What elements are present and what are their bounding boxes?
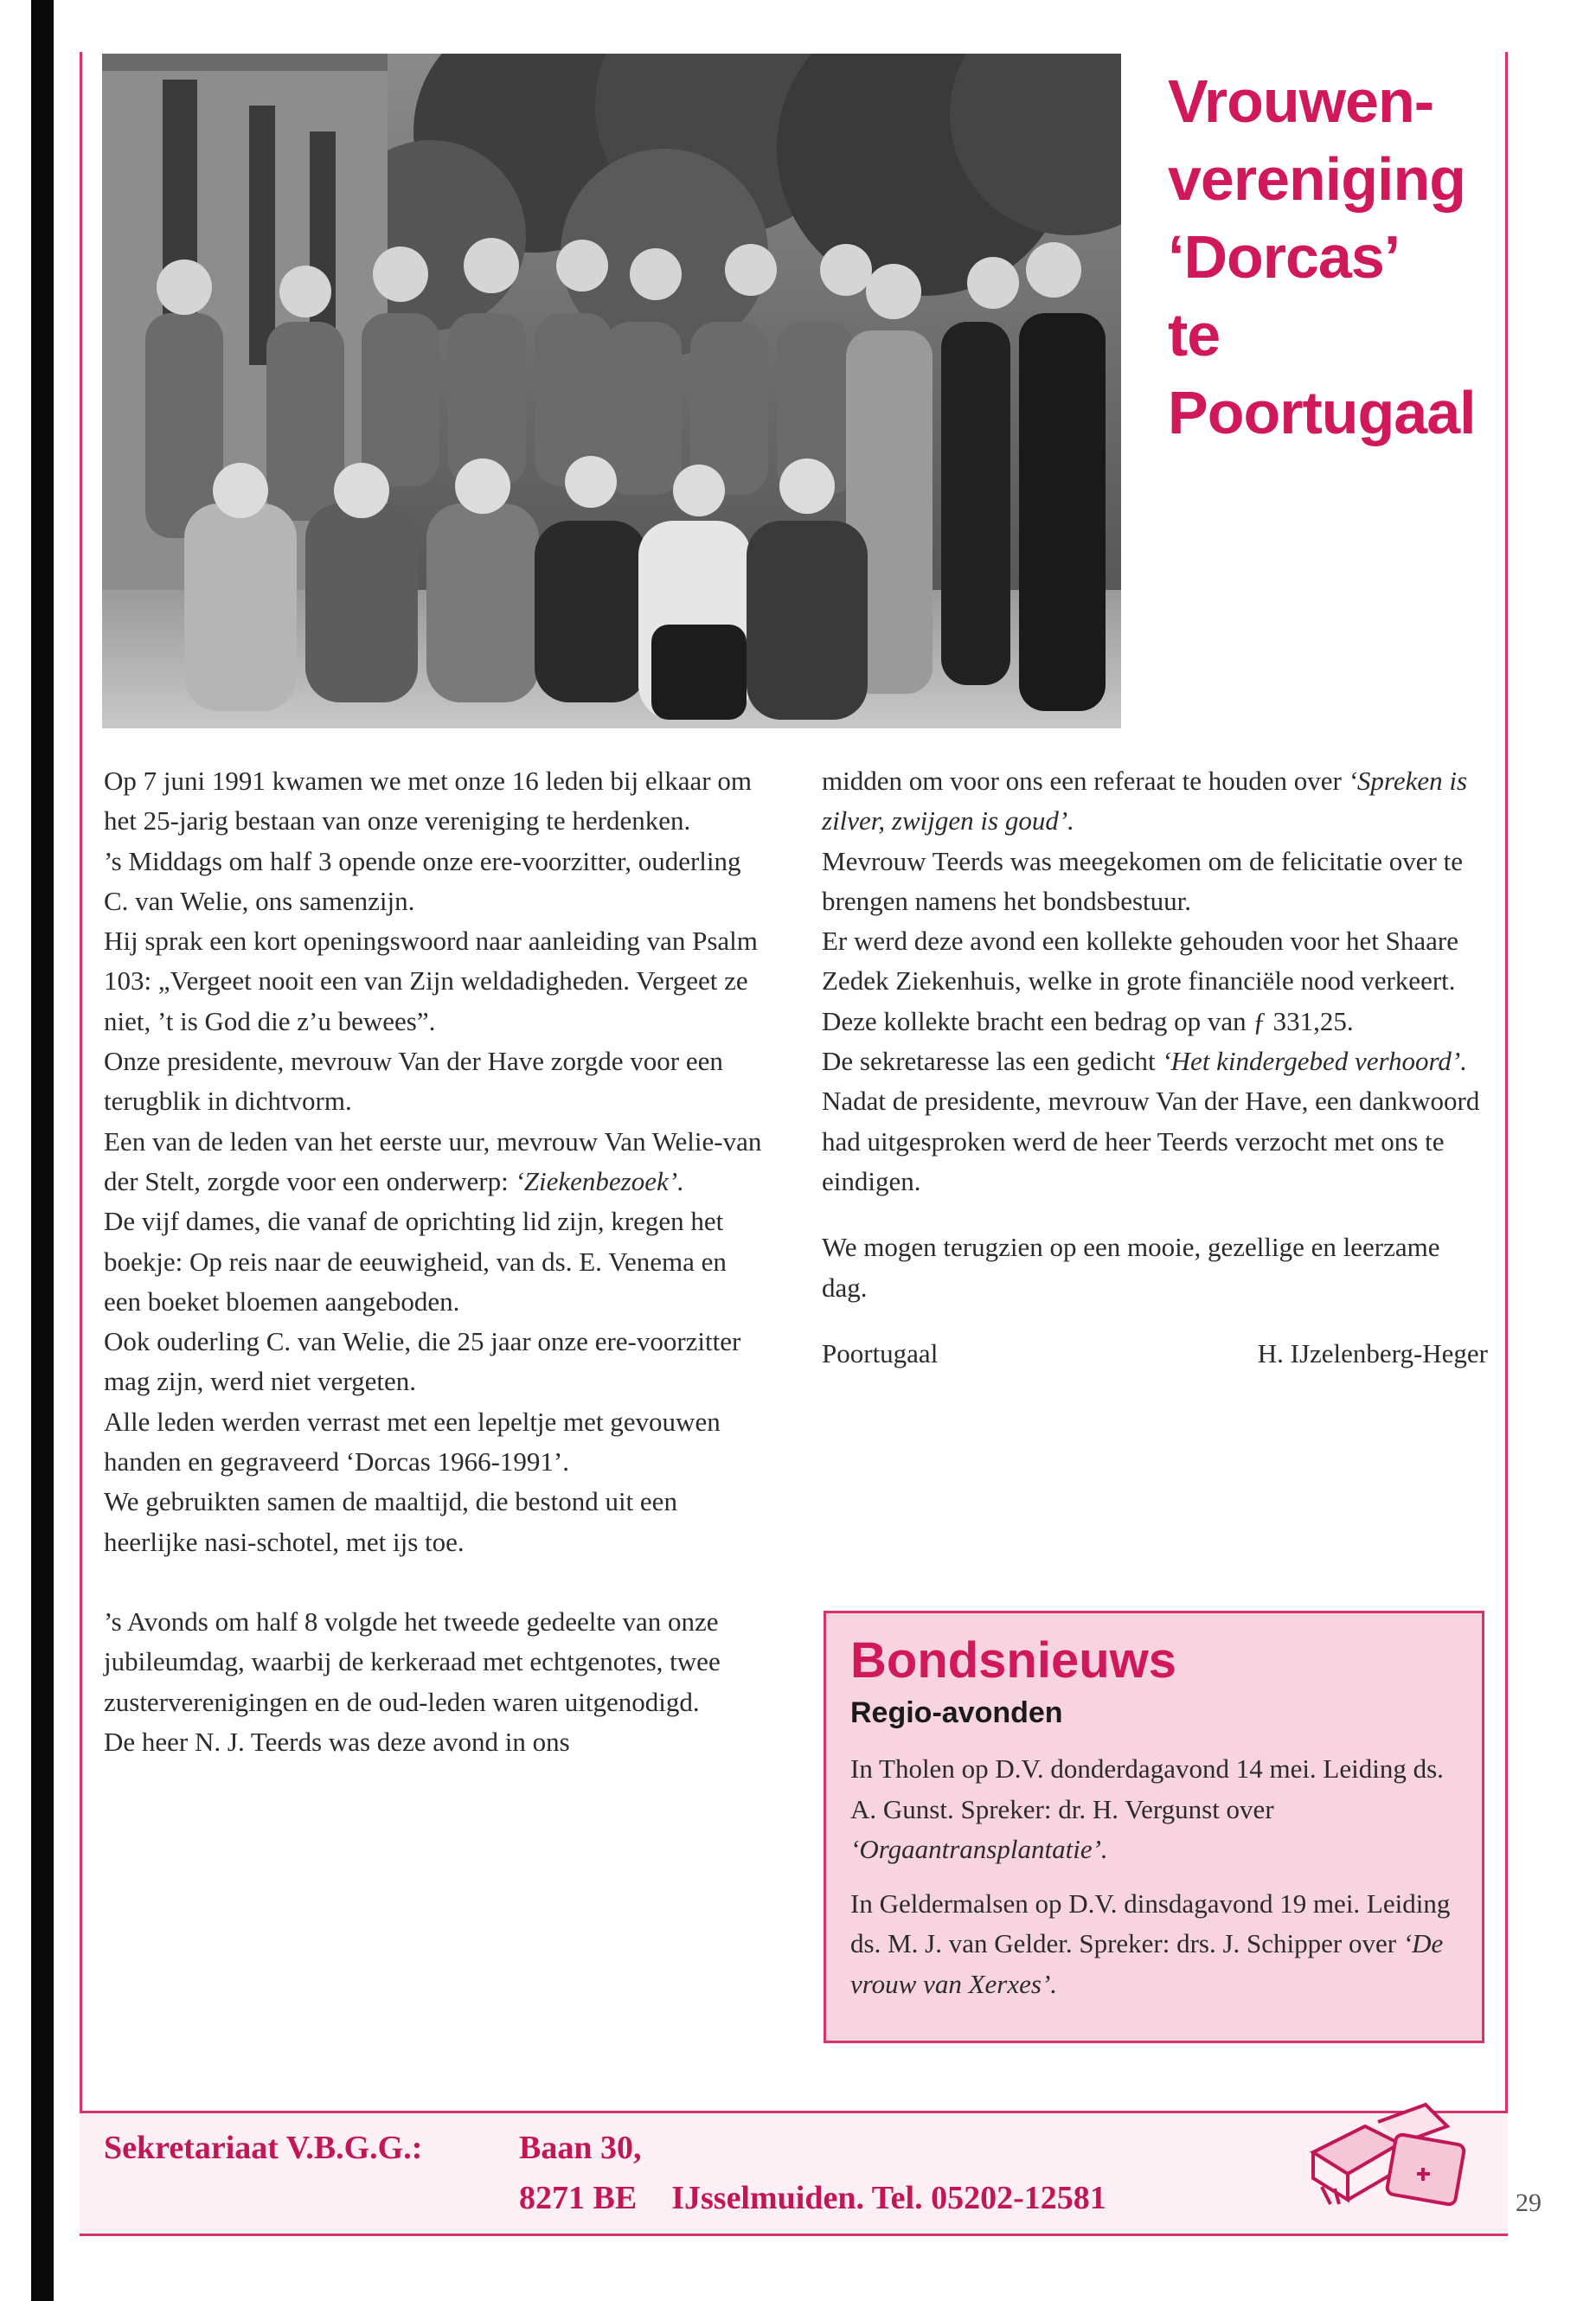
- binding-edge: [31, 0, 54, 2301]
- paragraph: We mogen terugzien op een mooie, gezellige en leerzame dag.: [822, 1232, 1440, 1303]
- paragraph: Hij sprak een kort openingswoord naar aanleiding van Psalm 103: „Vergeet nooit een van Zijn weldadigheden. Vergeet ze niet, ’t is God die z’u bewees”.: [104, 926, 758, 1036]
- title-line: ‘Dorcas’: [1168, 223, 1401, 291]
- footer-street: Baan 30,: [519, 2130, 642, 2166]
- paragraph: Deze kollekte bracht een bedrag op van ƒ 331,25.: [822, 1005, 1354, 1036]
- topic-title: ‘Spreken is zilver, zwijgen is goud’.: [822, 766, 1468, 836]
- paragraph: [822, 1042, 1488, 1081]
- paragraph: Onze presidente, mevrouw Van der Have zorgde voor een terugblik in dichtvorm.: [104, 1046, 723, 1117]
- paragraph: Ook ouderling C. van Welie, die 25 jaar onze ere-voorzitter mag zijn, werd niet vergeten.: [104, 1326, 741, 1397]
- page-number: 29: [1516, 2189, 1542, 2217]
- paragraph: Mevrouw Teerds was meegekomen om de felicitatie over te brengen namens het bondsbestuur.: [822, 845, 1463, 916]
- paragraph: We gebruikten samen de maaltijd, die bestond uit een heerlijke nasi-schotel, met ijs toe.: [104, 1486, 677, 1557]
- title-line: Poortugaal: [1168, 379, 1476, 446]
- article-column-left: [104, 761, 770, 1762]
- paragraph: ’s Avonds om half 8 volgde het tweede gedeelte van onze jubileumdag, waarbij de kerkeraad met echtgenotes, twee zusterverenigingen en de oud-leden waren uitgenodigd.: [104, 1606, 721, 1717]
- signature-place: Poortugaal: [822, 1337, 939, 1368]
- paragraph: Op 7 juni 1991 kwamen we met onze 16 leden bij elkaar om het 25-jarig bestaan van onze vereniging te herdenken.: [104, 766, 752, 836]
- bondsnieuws-item: [850, 1749, 1458, 1870]
- poem-title: ‘Het kindergebed verhoord’.: [1162, 1046, 1467, 1077]
- article-column-right: [822, 761, 1488, 1374]
- bondsnieuws-subtitle: Regio-avonden: [850, 1696, 1063, 1729]
- footer-line-2: [519, 2179, 1141, 2217]
- title-line: Vrouwen-: [1168, 67, 1434, 135]
- group-photo: [102, 54, 1121, 728]
- paragraph: Er werd deze avond een kollekte gehouden voor het Shaare Zedek Ziekenhuis, welke in grote financiële nood verkeert.: [822, 926, 1458, 997]
- paragraph: Alle leden werden verrast met een lepeltje met gevouwen handen en gegraveerd ‘Dorcas 1966-1991’.: [104, 1406, 721, 1477]
- item-text: In Tholen op D.V. donderdagavond 14 mei. Leiding ds. A. Gunst. Spreker: dr. H. Vergunst over: [850, 1753, 1444, 1824]
- signature-line: [822, 1334, 1488, 1374]
- footer-postcode: 8271 BE: [519, 2180, 638, 2216]
- frame-rule-right: [1505, 52, 1508, 2236]
- paragraph: ’s Middags om half 3 opende onze ere-voorzitter, ouderling C. van Welie, ons samenzijn.: [104, 845, 741, 916]
- paragraph-text: Een van de leden van het eerste uur, mevrouw Van Welie-van der Stelt, zorgde voor een onderwerp:: [104, 1125, 762, 1196]
- title-line: te: [1168, 301, 1221, 369]
- books-illustration-icon: [1296, 2092, 1477, 2221]
- paragraph: [822, 761, 1488, 842]
- item-topic: ‘De vrouw van Xerxes’.: [850, 1928, 1444, 1999]
- signature-author: H. IJzelenberg-Heger: [1257, 1337, 1488, 1368]
- paragraph: De vijf dames, die vanaf de oprichting lid zijn, kregen het boekje: Op reis naar de eeuwigheid, van ds. E. Venema en een boeket bloemen aangeboden.: [104, 1206, 727, 1317]
- paragraph: De heer N. J. Teerds was deze avond in ons: [104, 1726, 570, 1757]
- footer-line-1: [104, 2129, 641, 2167]
- paragraph: [104, 1122, 770, 1202]
- topic-title: ‘Ziekenbezoek’.: [515, 1165, 684, 1196]
- footer-city-phone: IJsselmuiden. Tel. 05202-12581: [671, 2180, 1106, 2216]
- footer-secretariat: [80, 2111, 1508, 2236]
- frame-rule-left: [80, 52, 82, 2236]
- paragraph: Nadat de presidente, mevrouw Van der Have, een dankwoord had uitgesproken werd de heer Teerds verzocht met ons te eindigen.: [822, 1086, 1480, 1196]
- footer-label: Sekretariaat V.B.G.G.:: [104, 2130, 423, 2166]
- paragraph-text: De sekretaresse las een gedicht: [822, 1046, 1163, 1077]
- bondsnieuws-title: Bondsnieuws: [850, 1632, 1177, 1689]
- item-text: In Geldermalsen op D.V. dinsdagavond 19 mei. Leiding ds. M. J. van Gelder. Spreker: drs. J. Schipper over: [850, 1888, 1451, 1958]
- bondsnieuws-item: [850, 1884, 1458, 2005]
- title-line: vereniging: [1168, 145, 1465, 213]
- item-topic: ‘Orgaantransplantatie’.: [850, 1834, 1108, 1864]
- paragraph-text: midden om voor ons een referaat te houden over: [822, 766, 1349, 796]
- article-title: [1168, 62, 1497, 452]
- bondsnieuws-box: [824, 1611, 1484, 2043]
